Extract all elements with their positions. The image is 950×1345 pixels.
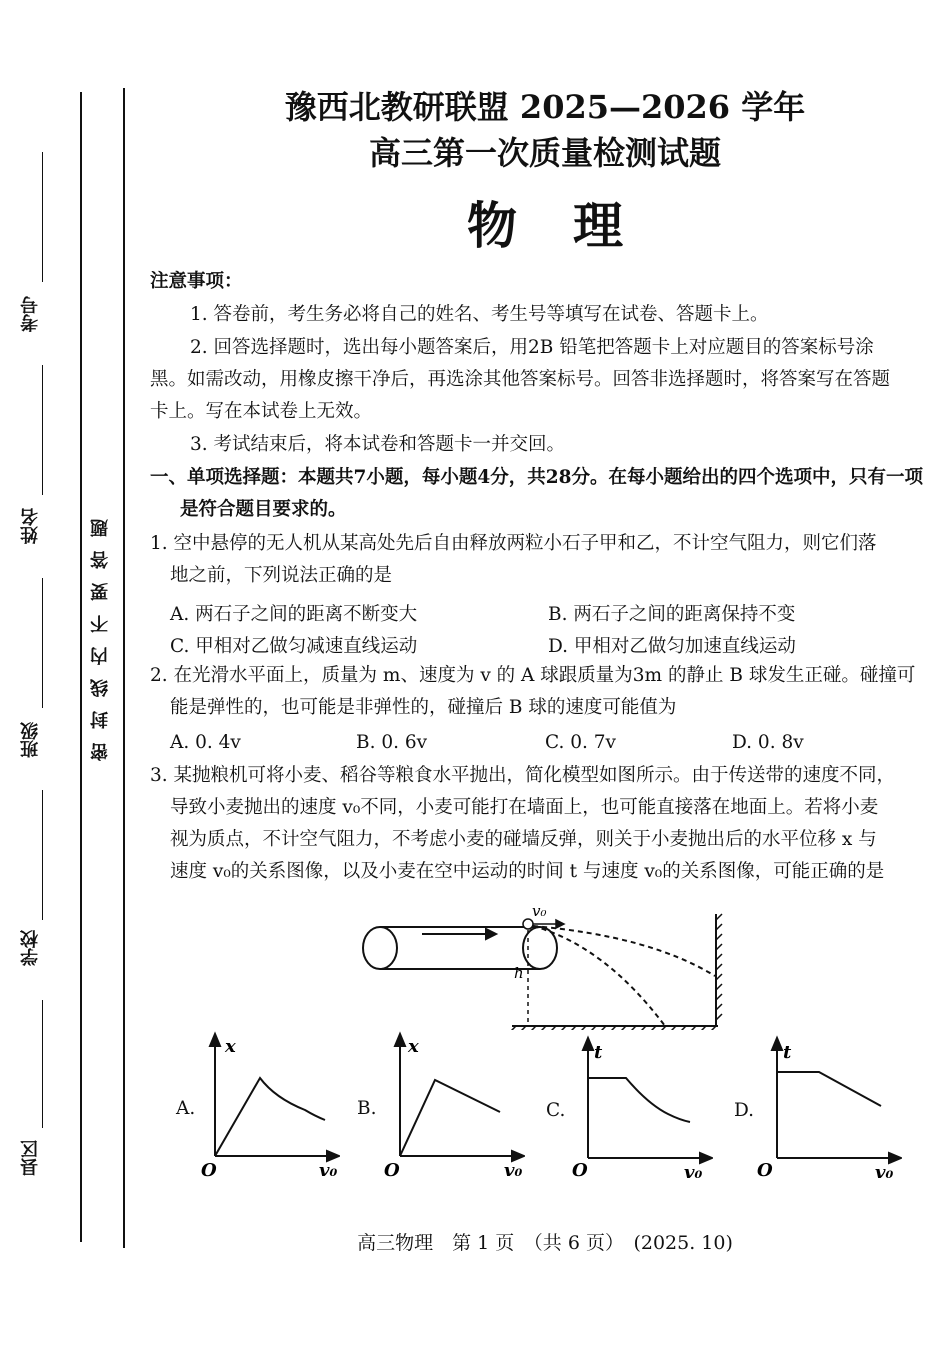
q1-option-d[interactable]: D. 甲相对乙做匀加速直线运动 [548,636,796,657]
field-exam-number [18,296,58,332]
graph-c-curve [588,1078,690,1122]
q1-option-a[interactable]: A. 两石子之间的距离不断变大 [170,604,418,625]
notice-heading: 注意事项： [150,271,243,292]
trajectory-curves [533,926,715,1026]
q3-option-b-label[interactable]: B. [357,1098,377,1119]
notice-item-2-line3: 卡上。写在本试卷上无效。 [150,401,373,422]
exam-title-line1: 豫西北教研联盟 2025—2026 学年 [284,88,806,126]
graph-d-curve [777,1072,881,1106]
field-class [18,722,58,758]
q3-stem-line4: 速度 v₀的关系图像，以及小麦在空中运动的时间 t 与速度 v₀的关系图像，可能正确的是 [170,861,885,882]
q1-option-b[interactable]: B. 两石子之间的距离保持不变 [548,604,796,625]
subject-title: 物理 [467,196,679,255]
graph-b-curve [400,1080,500,1156]
graph-c-x-label: v₀ [684,1162,703,1182]
field-exam-number-label: 考号 [20,296,41,332]
q3-graph-a[interactable] [195,1030,340,1180]
exam-title-line2: 高三第一次质量检测试题 [368,134,721,172]
notice-item-2-line2: 黑。如需改动，用橡皮擦干净后，再选涂其他答案标号。回答非选择题时，将答案写在答题 [150,369,891,390]
field-class-label: 班级 [20,722,41,758]
graph-a-curve [215,1078,325,1156]
q3-conveyor-figure [350,900,730,1030]
ground [510,1026,718,1030]
graph-a-x-label: v₀ [319,1160,338,1180]
q3-option-c-label[interactable]: C. [546,1100,566,1121]
field-county [18,1140,58,1176]
q2-option-a[interactable]: A. 0. 4v [170,732,241,753]
section1-heading-line2: 是符合题目要求的。 [180,499,347,520]
field-name-label: 姓名 [20,508,41,544]
graph-b-origin: O [384,1160,400,1180]
grain-particle [523,919,533,929]
q3-option-a-label[interactable]: A. [176,1098,196,1119]
graph-c-origin: O [572,1160,588,1181]
graph-d-y-label: t [783,1042,792,1063]
graph-c-y-label: t [594,1042,603,1063]
graph-d-x-label: v₀ [875,1162,894,1182]
q2-stem-line2: 能是弹性的，也可能是非弹性的，碰撞后 B 球的速度可能值为 [170,697,677,718]
page-footer: 高三物理 第 1 页 （共 6 页） (2025. 10) [357,1232,733,1254]
seal-line-notice: 密封线内不要答题 [90,505,111,761]
graph-a-y-label: x [225,1036,236,1057]
notice-item-3: 3. 考试结束后，将本试卷和答题卡一并交回。 [190,434,566,455]
section1-heading-line1: 一、单项选择题：本题共7小题，每小题4分，共28分。在每小题给出的四个选项中，只有一项 [150,467,923,488]
q3-graph-c[interactable] [568,1032,713,1182]
h-label: h [514,964,524,982]
q3-stem-line3: 视为质点，不计空气阻力，不考虑小麦的碰墙反弹，则关于小麦抛出后的水平位移 x 与 [170,829,877,850]
notice-item-2-line1: 2. 回答选择题时，选出每小题答案后，用2B 铅笔把答题卡上对应题目的答案标号涂 [190,337,874,358]
q1-stem-line1: 1. 空中悬停的无人机从某高处先后自由释放两粒小石子甲和乙，不计空气阻力，则它们落 [150,533,877,554]
v0-label: v₀ [532,902,547,920]
field-county-label: 县区 [20,1140,41,1176]
graph-b-x-label: v₀ [504,1160,523,1180]
binding-line-inner [80,92,82,1242]
q2-option-d[interactable]: D. 0. 8v [732,732,804,753]
field-school-label: 学校 [20,930,41,966]
field-school-line[interactable] [42,790,43,920]
binding-line-outer [123,88,125,1248]
q3-stem-line1: 3. 某抛粮机可将小麦、稻谷等粮食水平抛出，简化模型如图所示。由于传送带的速度不同， [150,765,896,786]
q2-option-b[interactable]: B. 0. 6v [356,732,428,753]
belt-direction-arrow [422,929,496,939]
field-name-line[interactable] [42,365,43,495]
wall [716,914,722,1026]
q2-stem-line1: 2. 在光滑水平面上，质量为 m、速度为 v 的 A 球跟质量为3m 的静止 B 球发生正碰。碰撞可 [150,665,916,686]
graph-b-y-label: x [408,1036,419,1057]
notice-item-1: 1. 答卷前，考生务必将自己的姓名、考生号等填写在试卷、答题卡上。 [190,304,769,325]
field-school [18,930,58,966]
field-county-line[interactable] [42,1000,43,1128]
q1-stem-line2: 地之前，下列说法正确的是 [170,565,393,586]
field-name [18,508,58,544]
field-exam-number-line[interactable] [42,152,43,282]
q3-stem-line2: 导致小麦抛出的速度 v₀不同，小麦可能打在墙面上，也可能直接落在地面上。若将小麦 [170,797,879,818]
q3-graph-b[interactable] [380,1030,525,1180]
graph-d-origin: O [757,1160,773,1181]
graph-a-origin: O [201,1160,217,1180]
q3-graph-d[interactable] [757,1032,902,1182]
q2-option-c[interactable]: C. 0. 7v [545,732,617,753]
field-class-line[interactable] [42,578,43,708]
q3-option-d-label[interactable]: D. [734,1100,755,1121]
q1-option-c[interactable]: C. 甲相对乙做匀减速直线运动 [170,636,418,657]
